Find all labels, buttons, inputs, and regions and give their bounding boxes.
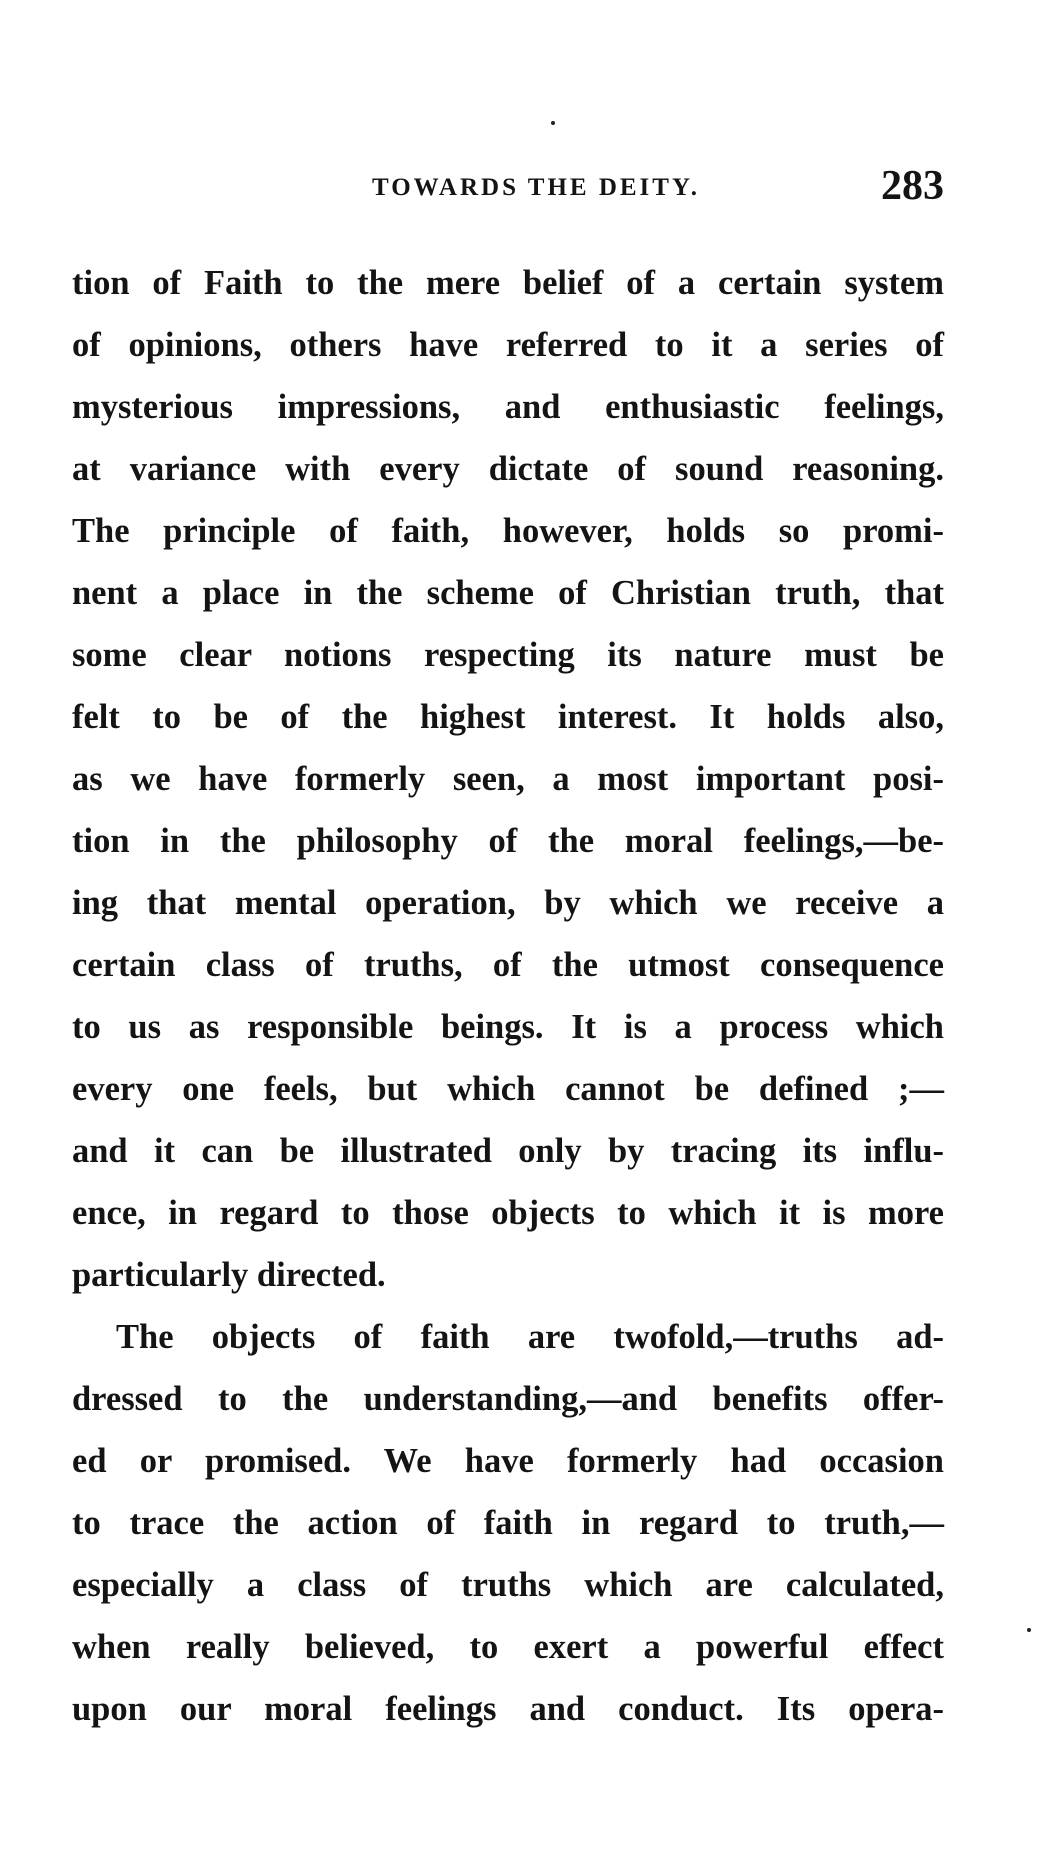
text-line: at variance with every dictate of sound reasoning. xyxy=(72,450,944,488)
text-line: mysterious impressions, and enthusiastic feelings, xyxy=(72,388,944,426)
text-line: tion in the philosophy of the moral feelings,—be- xyxy=(72,822,944,860)
running-head xyxy=(72,162,944,212)
text-line: The objects of faith are twofold,—truths ad- xyxy=(116,1318,944,1356)
body-text xyxy=(72,252,944,1740)
text-line: to trace the action of faith in regard to truth,— xyxy=(72,1504,944,1542)
paragraph-1 xyxy=(72,252,944,1306)
text-line: every one feels, but which cannot be defined ;— xyxy=(72,1070,944,1108)
text-line: of opinions, others have referred to it a series of xyxy=(72,326,944,364)
text-line: as we have formerly seen, a most important posi- xyxy=(72,760,944,798)
text-line: ence, in regard to those objects to which it is more xyxy=(72,1194,944,1232)
text-line: nent a place in the scheme of Christian truth, that xyxy=(72,574,944,612)
text-line: certain class of truths, of the utmost consequence xyxy=(72,946,944,984)
text-line: felt to be of the highest interest. It holds also, xyxy=(72,698,944,736)
paragraph-2 xyxy=(72,1306,944,1740)
text-line: when really believed, to exert a powerful effect xyxy=(72,1628,944,1666)
print-speck xyxy=(1027,1628,1031,1632)
page-number: 283 xyxy=(881,163,944,209)
text-line: dressed to the understanding,—and benefits offer- xyxy=(72,1380,944,1418)
print-speck xyxy=(551,121,555,125)
text-line: tion of Faith to the mere belief of a certain system xyxy=(72,264,944,302)
text-line: and it can be illustrated only by tracing its influ- xyxy=(72,1132,944,1170)
text-line: to us as responsible beings. It is a process which xyxy=(72,1008,944,1046)
text-line: especially a class of truths which are calculated, xyxy=(72,1566,944,1604)
text-line: some clear notions respecting its nature must be xyxy=(72,636,944,674)
running-head-title: TOWARDS THE DEITY. xyxy=(372,174,700,201)
text-line: ing that mental operation, by which we receive a xyxy=(72,884,944,922)
text-line: upon our moral feelings and conduct. Its opera- xyxy=(72,1690,944,1728)
text-line: particularly directed. xyxy=(72,1256,386,1294)
text-line: The principle of faith, however, holds so promi- xyxy=(72,512,944,550)
text-line: ed or promised. We have formerly had occasion xyxy=(72,1442,944,1480)
